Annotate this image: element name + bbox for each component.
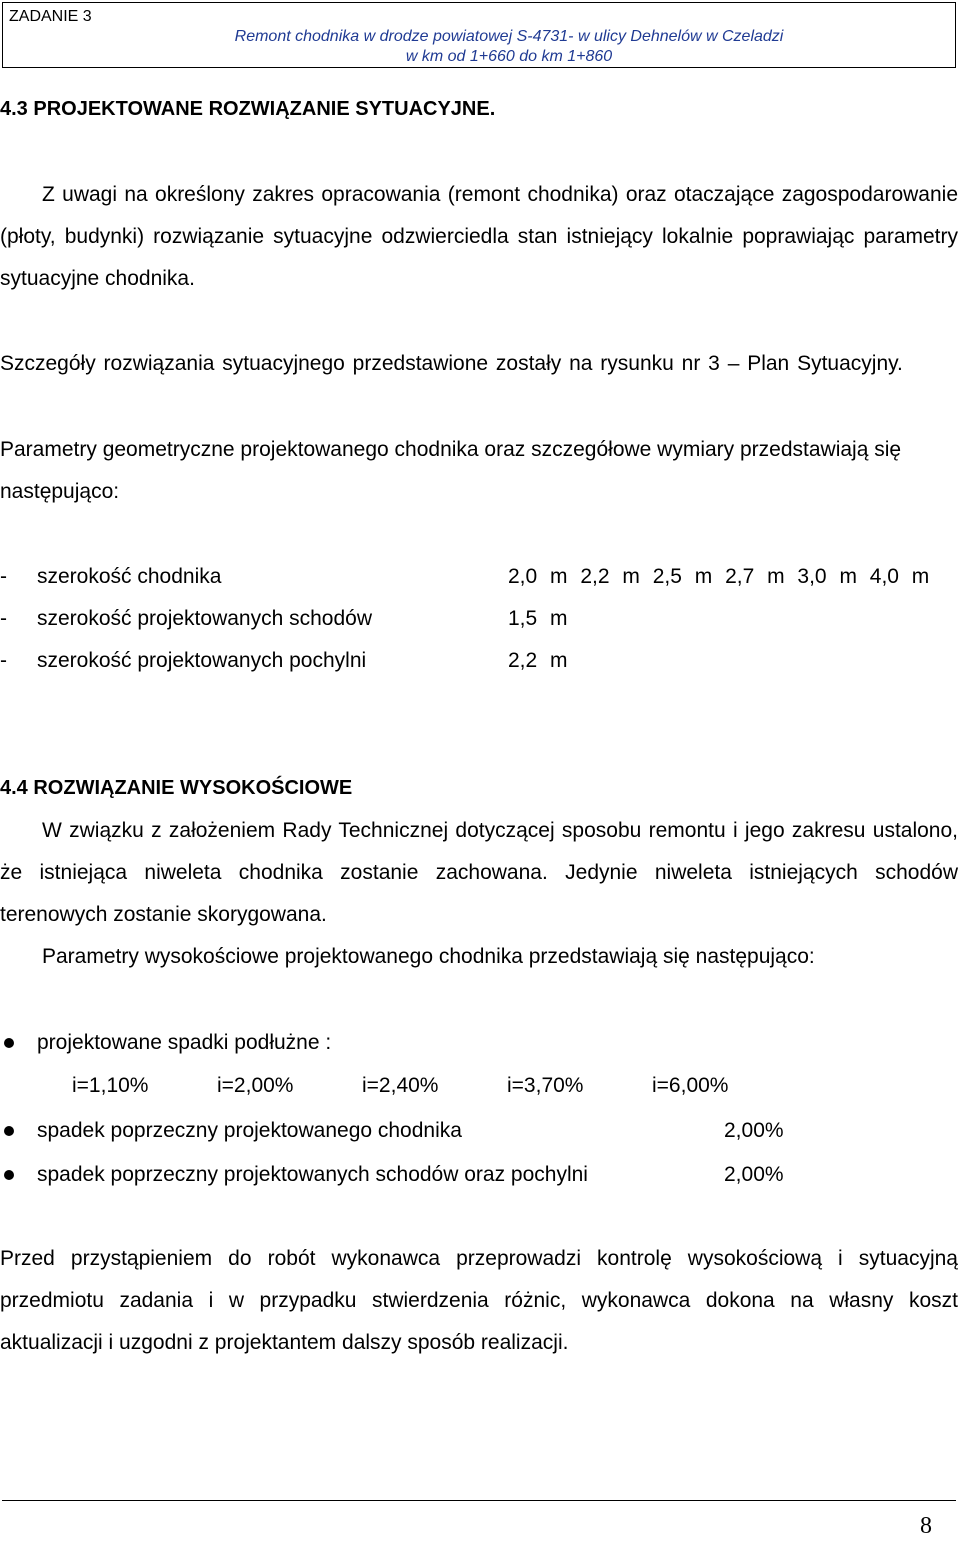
dimension-label: szerokość chodnika <box>37 565 222 588</box>
closing-paragraph: Przed przystąpieniem do robót wykonawca przeprowadzi kontrolę wysokościową i sytuacyjną przedmiotu zadania i w przypadku stwierdzenia różnic, wykonawca dokona na własny koszt aktualizacji i uzgodni z projektantem dalszy sposób realizacji. <box>0 1247 958 1354</box>
project-title-line2: w km od 1+660 do km 1+860 <box>405 48 613 65</box>
page-header <box>2 2 956 68</box>
dimension-dash: - <box>0 607 7 630</box>
footer-divider <box>2 1500 956 1501</box>
bullet-text: projektowane spadki podłużne : <box>37 1031 332 1054</box>
section-4-4-paragraph-2: Parametry wysokościowe projektowanego chodnika przedstawiają się następująco: <box>42 945 815 968</box>
section-4-3-paragraph-1: Z uwagi na określony zakres opracowania (remont chodnika) oraz otaczające zagospodarowanie (płoty, budynki) rozwiązanie sytuacyjne odzwierciedla stan istniejący lokalnie poprawiając parametry sytuacyjne chodnika. <box>0 183 958 290</box>
slope-values <box>72 1065 797 1107</box>
bullet-value: 2,00% <box>724 1163 784 1186</box>
slope-value: i=3,70% <box>507 1074 584 1097</box>
dimension-value: 1,5 m <box>508 607 568 630</box>
section-4-3-paragraph-3: Parametry geometryczne projektowanego chodnika oraz szczegółowe wymiary przedstawiają się następująco: <box>0 438 902 503</box>
dimension-value: 2,0 m 2,2 m 2,5 m 2,7 m 3,0 m 4,0 m <box>508 565 930 588</box>
project-title-line1: Remont chodnika w drodze powiatowej S-4731- w ulicy Dehnelów w Czeladzi <box>234 28 784 45</box>
task-label: ZADANIE 3 <box>9 8 92 25</box>
dimension-label: szerokość projektowanych pochylni <box>37 649 367 672</box>
dimension-label: szerokość projektowanych schodów <box>37 607 372 630</box>
section-4-4-title: 4.4 ROZWIĄZANIE WYSOKOŚCIOWE <box>0 777 353 799</box>
dimension-row-ramp-width <box>0 640 958 682</box>
dimension-value: 2,2 m <box>508 649 568 672</box>
slope-value: i=2,40% <box>362 1074 439 1097</box>
bullet-longitudinal-slopes <box>0 1022 958 1064</box>
bullet-text: spadek poprzeczny projektowanego chodnika <box>37 1119 462 1142</box>
slope-value: i=2,00% <box>217 1074 294 1097</box>
bullet-value: 2,00% <box>724 1119 784 1142</box>
section-4-4-paragraph-1: W związku z założeniem Rady Technicznej dotyczącej sposobu remontu i jego zakresu ustalono, że istniejąca niweleta chodnika zostanie zachowana. Jedynie niweleta istniejących schodów terenowych zostanie skorygowana. <box>0 819 958 926</box>
bullet-sidewalk-cross-slope <box>0 1110 958 1152</box>
dimension-dash: - <box>0 649 7 672</box>
bullet-stairs-ramp-cross-slope <box>0 1154 958 1196</box>
bullet-icon <box>4 1126 14 1136</box>
bullet-icon <box>4 1038 14 1048</box>
page-number: 8 <box>920 1513 932 1539</box>
slope-value: i=6,00% <box>652 1074 729 1097</box>
slope-value: i=1,10% <box>72 1074 149 1097</box>
bullet-text: spadek poprzeczny projektowanych schodów oraz pochylni <box>37 1163 588 1186</box>
section-4-3-title: 4.3 PROJEKTOWANE ROZWIĄZANIE SYTUACYJNE. <box>0 98 496 120</box>
bullet-icon <box>4 1170 14 1180</box>
dimension-row-sidewalk-width <box>0 556 958 598</box>
project-title <box>3 27 955 67</box>
section-4-3-paragraph-2: Szczegóły rozwiązania sytuacyjnego przedstawione zostały na rysunku nr 3 – Plan Sytuacyjny. <box>0 352 903 375</box>
dimension-dash: - <box>0 565 7 588</box>
dimension-row-stairs-width <box>0 598 958 640</box>
